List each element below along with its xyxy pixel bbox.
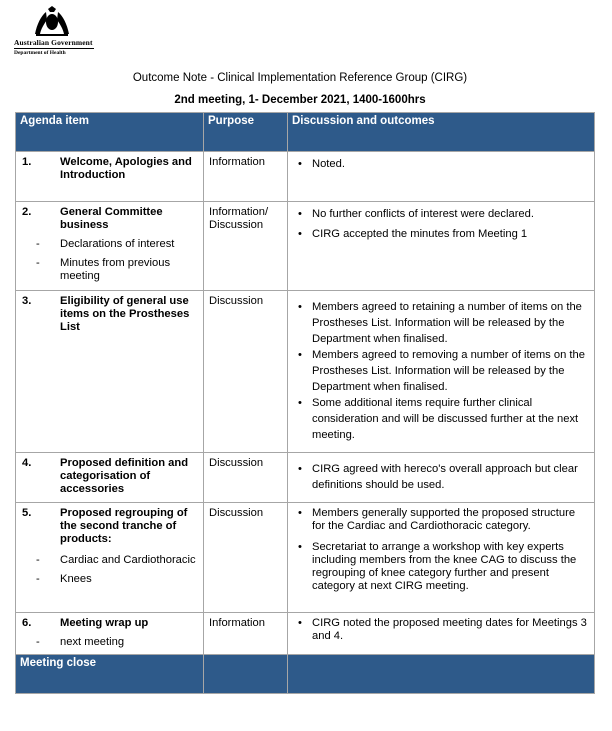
header-discussion: Discussion and outcomes	[288, 113, 595, 152]
sub-item: Declarations of interest	[60, 238, 175, 250]
purpose-cell	[204, 453, 288, 503]
item-number: 2.	[22, 206, 32, 218]
sub-item: Minutes from previous meeting	[60, 257, 171, 282]
dash-icon: -	[36, 573, 40, 585]
item-title: Proposed regrouping of the second tranche of products:	[60, 507, 188, 545]
list-item	[288, 299, 588, 347]
agenda-cell	[16, 453, 204, 503]
coat-of-arms-icon	[32, 6, 72, 38]
closing-cell-blank	[288, 655, 595, 694]
outcome-text: Noted.	[312, 158, 345, 170]
purpose-cell	[204, 202, 288, 291]
agenda-table	[15, 112, 595, 694]
list-item	[288, 507, 588, 533]
table-row	[16, 291, 595, 453]
sub-item: Cardiac and Cardiothoracic	[60, 554, 196, 566]
bullet-icon: •	[298, 208, 302, 220]
list-item	[288, 226, 588, 242]
item-number: 3.	[22, 295, 32, 307]
purpose-text: Discussion	[209, 457, 264, 469]
header-purpose: Purpose	[204, 113, 288, 152]
list-item	[288, 617, 588, 643]
table-row	[16, 613, 595, 655]
outcome-text: Some additional items require further clinical consideration and will be discussed further at the next meeting.	[312, 397, 579, 441]
outcomes-cell	[288, 291, 595, 453]
purpose-text: Information	[209, 617, 265, 629]
list-item	[288, 156, 588, 172]
bullet-icon: •	[298, 463, 302, 475]
outcome-text: CIRG noted the proposed meeting dates for Meetings 3 and 4.	[312, 617, 587, 642]
list-item	[288, 461, 588, 493]
bullet-icon: •	[298, 228, 302, 240]
bullet-icon: •	[298, 349, 302, 361]
meeting-close-label: Meeting close	[20, 657, 97, 669]
agenda-cell	[16, 503, 204, 613]
header-agenda-item: Agenda item	[16, 113, 204, 152]
dash-icon: -	[36, 554, 40, 566]
item-title: Eligibility of general use items on the Prostheses List	[60, 295, 190, 333]
item-title: Welcome, Apologies and Introduction	[60, 156, 192, 181]
list-item	[288, 541, 588, 593]
agenda-cell	[16, 613, 204, 655]
gov-name: Australian Government	[14, 38, 93, 47]
outcome-text: Secretariat to arrange a workshop with key experts including members from the knee CAG to discuss the regrouping of knee category further and present category at next CIRG meeting.	[312, 541, 577, 592]
purpose-cell	[204, 613, 288, 655]
bullet-icon: •	[298, 397, 302, 409]
dash-icon: -	[36, 238, 40, 250]
purpose-cell	[204, 291, 288, 453]
bullet-icon: •	[298, 507, 302, 519]
agenda-cell	[16, 291, 204, 453]
bullet-icon: •	[298, 301, 302, 313]
purpose-text: Information	[209, 156, 265, 168]
dash-icon: -	[36, 636, 40, 648]
closing-cell-blank	[204, 655, 288, 694]
sub-item: next meeting	[60, 636, 125, 648]
bullet-icon: •	[298, 541, 302, 553]
table-row	[16, 503, 595, 613]
outcomes-cell	[288, 613, 595, 655]
logo-rule	[14, 48, 94, 49]
purpose-text: Discussion	[209, 507, 264, 519]
purpose-text: Information/ Discussion	[209, 206, 269, 231]
outcome-text: CIRG accepted the minutes from Meeting 1	[312, 228, 528, 240]
item-number: 6.	[22, 617, 32, 629]
outcomes-cell	[288, 503, 595, 613]
item-number: 5.	[22, 507, 32, 519]
sub-item: Knees	[60, 573, 92, 585]
bullet-icon: •	[298, 158, 302, 170]
outcome-text: CIRG agreed with hereco's overall approach but clear definitions should be used.	[312, 463, 578, 491]
outcome-text: No further conflicts of interest were declared.	[312, 208, 534, 220]
outcomes-cell	[288, 152, 595, 202]
document-title: Outcome Note - Clinical Implementation Reference Group (CIRG)	[132, 72, 468, 84]
item-number: 4.	[22, 457, 32, 469]
outcomes-cell	[288, 453, 595, 503]
closing-cell	[16, 655, 204, 694]
item-title: Meeting wrap up	[60, 617, 149, 629]
agenda-cell	[16, 152, 204, 202]
table-row	[16, 152, 595, 202]
outcomes-cell	[288, 202, 595, 291]
item-title: Proposed definition and categorisation of accessories	[60, 457, 189, 495]
item-number: 1.	[22, 156, 32, 168]
list-item	[288, 347, 588, 395]
bullet-icon: •	[298, 617, 302, 629]
outcome-text: Members generally supported the proposed structure for the Cardiac and Cardiothoracic category.	[312, 507, 576, 532]
outcome-text: Members agreed to removing a number of items on the Prostheses List. Information will be released by the Department when finalised.	[312, 349, 585, 393]
purpose-cell	[204, 503, 288, 613]
table-row	[16, 453, 595, 503]
item-title: General Committee business	[60, 206, 163, 231]
purpose-text: Discussion	[209, 295, 264, 307]
outcome-text: Members agreed to retaining a number of items on the Prostheses List. Information will be released by the Department when finalised.	[312, 301, 582, 345]
list-item	[288, 206, 588, 222]
gov-logo	[14, 6, 100, 56]
agenda-cell	[16, 202, 204, 291]
purpose-cell	[204, 152, 288, 202]
meeting-close-row	[16, 655, 595, 694]
meeting-subtitle: 2nd meeting, 1- December 2021, 1400-1600hrs	[174, 94, 426, 106]
dept-name: Department of Health	[14, 50, 66, 56]
table-header-row	[16, 113, 595, 152]
table-row	[16, 202, 595, 291]
list-item	[288, 395, 588, 443]
dash-icon: -	[36, 257, 40, 269]
